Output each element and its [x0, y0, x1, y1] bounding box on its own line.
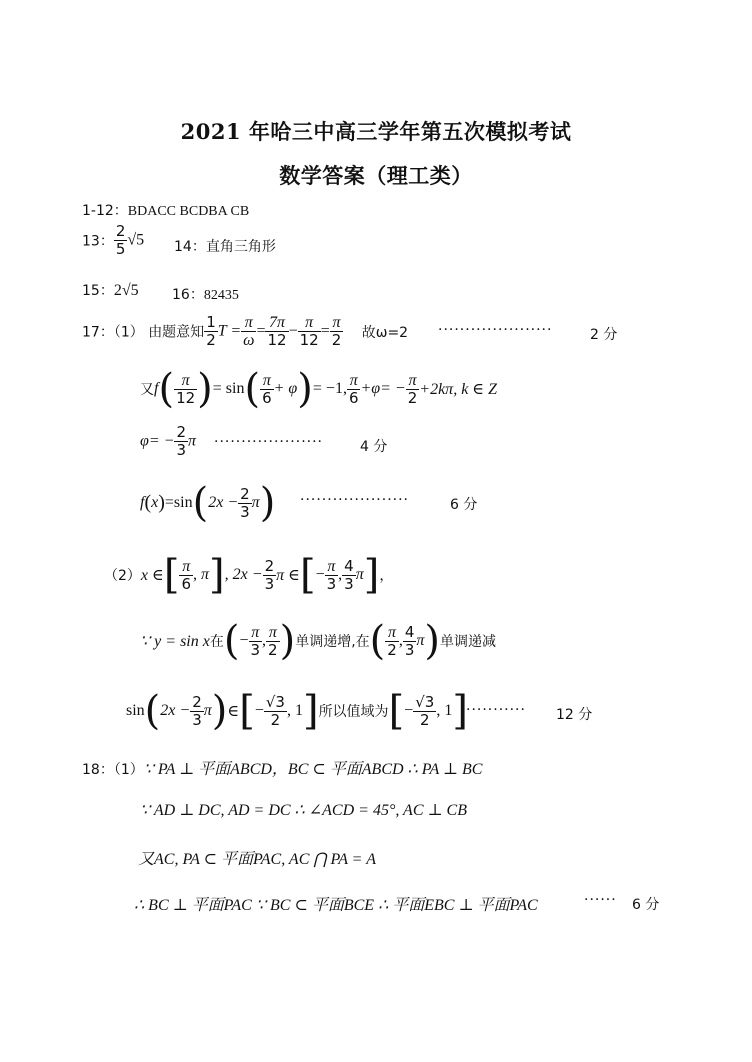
x-in: x ∈ — [140, 567, 164, 584]
tail-k: +2kπ, k ∈ Z — [419, 381, 498, 398]
answer-16 — [172, 284, 239, 304]
q18-statement-2: ∵ AD ⊥ DC, AD = DC ∴ ∠ACD = 45°, AC ⊥ CB — [140, 802, 467, 819]
increasing-text: 单调递增, — [295, 634, 356, 650]
f-symbol: f — [154, 380, 159, 397]
pi-over-6 — [260, 372, 274, 407]
q18-statement-3: 又AC, PA ⊂ 平面PAC, AC ⋂ PA = A — [138, 851, 376, 868]
three-d2: 3 — [240, 502, 250, 521]
paren-close-4: ) — [279, 618, 296, 664]
answer-15 — [82, 280, 139, 300]
two-n3: 2 — [264, 556, 275, 575]
two-den: 2 — [331, 331, 342, 349]
three-d3: 3 — [264, 574, 275, 593]
pi-n4: π — [406, 372, 420, 390]
comma-one-b: , 1 — [436, 702, 453, 719]
mid-2x: , 2x − — [224, 566, 263, 583]
two-d5: 2 — [270, 710, 281, 729]
eq1: = — [256, 322, 266, 340]
pi-tail-2: π — [416, 632, 425, 649]
two-n4: 2 — [192, 692, 202, 711]
leader-dots-12: ··········· — [466, 702, 526, 718]
q14-label: 14： — [174, 239, 206, 255]
paren-close-3: ) — [259, 480, 276, 526]
three-d7: 3 — [404, 640, 415, 659]
q13-frac-num: 2 — [115, 222, 126, 240]
q18-line4 — [134, 892, 538, 915]
plus-phi-2: +φ= − — [360, 380, 406, 397]
bracket-close-3: ] — [302, 688, 319, 734]
q18-label: 18：（1） — [82, 762, 144, 778]
q18-line2 — [140, 800, 467, 820]
paren-close: ) — [197, 366, 213, 412]
paren-open-3: ( — [192, 480, 209, 526]
T-eq: T = — [217, 322, 242, 340]
part2-label: （2） — [104, 568, 141, 584]
q13-root: √5 — [127, 231, 145, 249]
two-thirds-c — [263, 558, 277, 593]
half-num: 1 — [206, 313, 216, 331]
q13-fraction — [114, 223, 128, 258]
three-d5: 3 — [344, 574, 354, 593]
q16-value: 82435 — [203, 288, 239, 303]
bracket-open-2: [ — [299, 552, 316, 598]
q13-label: 13： — [82, 233, 114, 250]
pi-n9: π — [385, 624, 399, 642]
four-n: 4 — [344, 556, 354, 575]
seven-pi: 7π — [265, 314, 288, 332]
q1-12-label: 1-12： — [82, 203, 128, 219]
pi-n5: π — [179, 558, 193, 576]
three-d6: 3 — [250, 640, 261, 659]
q14-value: 直角三角形 — [205, 239, 276, 255]
zai-2: 在 — [355, 634, 370, 650]
two-den-b: 2 — [407, 388, 418, 407]
q13-frac-den: 5 — [115, 240, 126, 258]
score-6: 6 分 — [450, 497, 478, 513]
comma-2: , — [338, 566, 343, 583]
minus-4: − — [254, 702, 264, 719]
leader-dots-2: ····················· — [438, 322, 553, 338]
zai-1: 在 — [209, 634, 224, 650]
phi-eq: φ= − — [140, 432, 175, 450]
pi-n2: π — [260, 372, 274, 390]
root3-over-2 — [264, 694, 287, 729]
minus-3: − — [239, 632, 249, 649]
two-d6: 2 — [419, 710, 430, 729]
eq2: = — [320, 322, 330, 340]
pi-over-6-c — [179, 558, 193, 593]
twelve-a: 12 — [267, 331, 287, 349]
minus-2: − — [315, 566, 325, 583]
exam-subtitle: 数学答案（理工类） — [279, 163, 473, 188]
answer-14 — [174, 236, 276, 256]
bracket-close: ] — [209, 552, 225, 598]
sin-word: sin — [126, 702, 145, 719]
six-den-b: 6 — [348, 388, 359, 407]
two-thirds-b — [238, 486, 252, 521]
two-thirds — [174, 424, 188, 459]
half-den: 2 — [206, 331, 216, 349]
inner-2x-b: 2x − — [160, 702, 191, 719]
pi-after-3: π — [203, 702, 212, 719]
pi-over-12 — [298, 314, 321, 349]
pi-in: π ∈ — [276, 567, 300, 584]
q17-line2 — [140, 366, 497, 412]
q18-statement-4: ∴ BC ⊥ 平面PAC ∵ BC ⊂ 平面BCE ∴ 平面EBC ⊥ 平面PAC — [134, 897, 538, 914]
paren-close-6: ) — [211, 688, 228, 734]
bracket-open-4: [ — [388, 688, 405, 734]
q15-value: 2√5 — [113, 282, 139, 299]
pi-tail: π — [355, 566, 364, 583]
you-prefix: 又 — [140, 382, 154, 398]
bracket-close-4: ] — [452, 688, 468, 734]
two-d3: 2 — [268, 640, 278, 659]
decreasing-text: 单调递减 — [439, 634, 496, 650]
pi-n8: π — [266, 624, 280, 642]
q17-line1 — [82, 314, 408, 349]
bracket-open: [ — [163, 552, 180, 598]
q18-line3 — [138, 846, 376, 869]
score-12: 12 分 — [556, 707, 593, 723]
pi-over-12-b — [174, 372, 197, 407]
pi-over-3 — [325, 558, 339, 593]
q17-line4: f(x)=sin(2x − $\frac{2}{3}$ π) — [140, 480, 276, 526]
two-d4: 2 — [387, 640, 397, 659]
seven-pi-over-12 — [265, 314, 288, 349]
comma-3: , — [262, 632, 267, 649]
pi-over-2-c — [266, 624, 280, 659]
comma-one: , 1 — [286, 702, 303, 719]
answers-1-12 — [82, 200, 249, 220]
root3-over-2-b — [413, 694, 436, 729]
pi-n6: π — [325, 558, 339, 576]
q18-statement-1: ∵ PA ⊥ 平面ABCD，BC ⊂ 平面ABCD ∴ PA ⊥ BC — [143, 761, 483, 778]
three-d8: 3 — [192, 710, 202, 729]
score-4: 4 分 — [360, 439, 388, 455]
q17-line3 — [140, 424, 196, 459]
q18-line1 — [82, 756, 482, 779]
inner-2x: 2x − — [208, 494, 239, 511]
pi-n: π — [174, 372, 197, 390]
omega-conclusion: 故ω=2 — [361, 324, 409, 341]
exam-title: 2021 年哈三中高三学年第五次模拟考试 — [180, 119, 572, 144]
plus-phi: + φ — [273, 380, 298, 397]
answer-13 — [82, 223, 144, 258]
pi-n3: π — [347, 372, 361, 390]
two-n: 2 — [176, 423, 186, 441]
pi-over-6-b — [347, 372, 361, 407]
root3-n: √3 — [265, 692, 285, 711]
comma-4: , — [398, 632, 403, 649]
leader-dots-4: ···················· — [214, 434, 324, 450]
q1-12-value: BDACC BCDBA CB — [127, 204, 250, 219]
three-d4: 3 — [326, 574, 337, 593]
paren-open: ( — [158, 366, 175, 412]
q17-line6 — [140, 618, 496, 664]
paren-open-2: ( — [244, 366, 261, 412]
q17-part2-line — [104, 552, 393, 598]
leader-dots-6: ···················· — [300, 492, 410, 508]
pi-over-2 — [330, 314, 344, 349]
pi-after-2: π — [251, 494, 260, 511]
twelve-b: 12 — [299, 331, 319, 349]
pi-over-3-b — [249, 624, 263, 659]
paren-open-4: ( — [223, 618, 240, 664]
q17-label: 17：（1） — [82, 324, 144, 341]
pi-num-c: π — [330, 314, 344, 332]
pi-n7: π — [249, 624, 263, 642]
six-den: 6 — [262, 388, 272, 407]
three-d: 3 — [176, 441, 186, 459]
bracket-open-3: [ — [239, 688, 255, 734]
eq-sin-2: =sin — [164, 494, 193, 511]
omega-den: ω — [243, 332, 255, 349]
paren-open-6: ( — [144, 688, 161, 734]
two-thirds-d — [190, 694, 204, 729]
pi-num: π — [241, 314, 256, 332]
pi-after: π — [188, 432, 197, 450]
comma-pi: , π — [193, 566, 210, 583]
four-thirds-b — [403, 624, 417, 659]
paren-close-2: ) — [297, 366, 313, 412]
end-comma: ， — [379, 568, 394, 584]
score-18-6: 6 分 — [632, 897, 660, 913]
two-n2: 2 — [240, 484, 250, 503]
score-2: 2 分 — [590, 327, 618, 343]
paren-close-5: ) — [424, 618, 440, 664]
eq-sin: = sin — [212, 380, 245, 397]
minus1: − — [288, 322, 298, 340]
paren-open-5: ( — [369, 618, 386, 664]
result-minus-one: = −1, — [312, 380, 347, 397]
twelve-c: 12 — [176, 388, 196, 407]
range-text: 所以值域为 — [318, 704, 389, 720]
pi-num-b: π — [298, 314, 321, 332]
four-thirds — [342, 558, 356, 593]
pi-over-2-d — [385, 624, 399, 659]
q15-label: 15： — [82, 283, 114, 299]
x-var: x — [151, 494, 159, 511]
in-symbol: ∈ — [227, 703, 240, 720]
q17-line7 — [126, 688, 468, 734]
because-sin: ∵ y = sin x — [140, 633, 210, 650]
minus-5: − — [404, 702, 414, 719]
q17-intro: 由题意知 — [148, 324, 205, 341]
bracket-close-2: ] — [363, 552, 380, 598]
pi-over-omega — [241, 314, 256, 349]
four-n2: 4 — [404, 622, 415, 641]
half-fraction — [204, 314, 218, 349]
six-d3: 6 — [181, 574, 192, 593]
root3-n2: √3 — [415, 692, 435, 711]
f-symbol-2: f — [140, 494, 145, 511]
q16-label: 16： — [172, 287, 204, 303]
pi-over-2-b — [406, 372, 420, 407]
leader-dots-18: ······ — [584, 892, 617, 908]
